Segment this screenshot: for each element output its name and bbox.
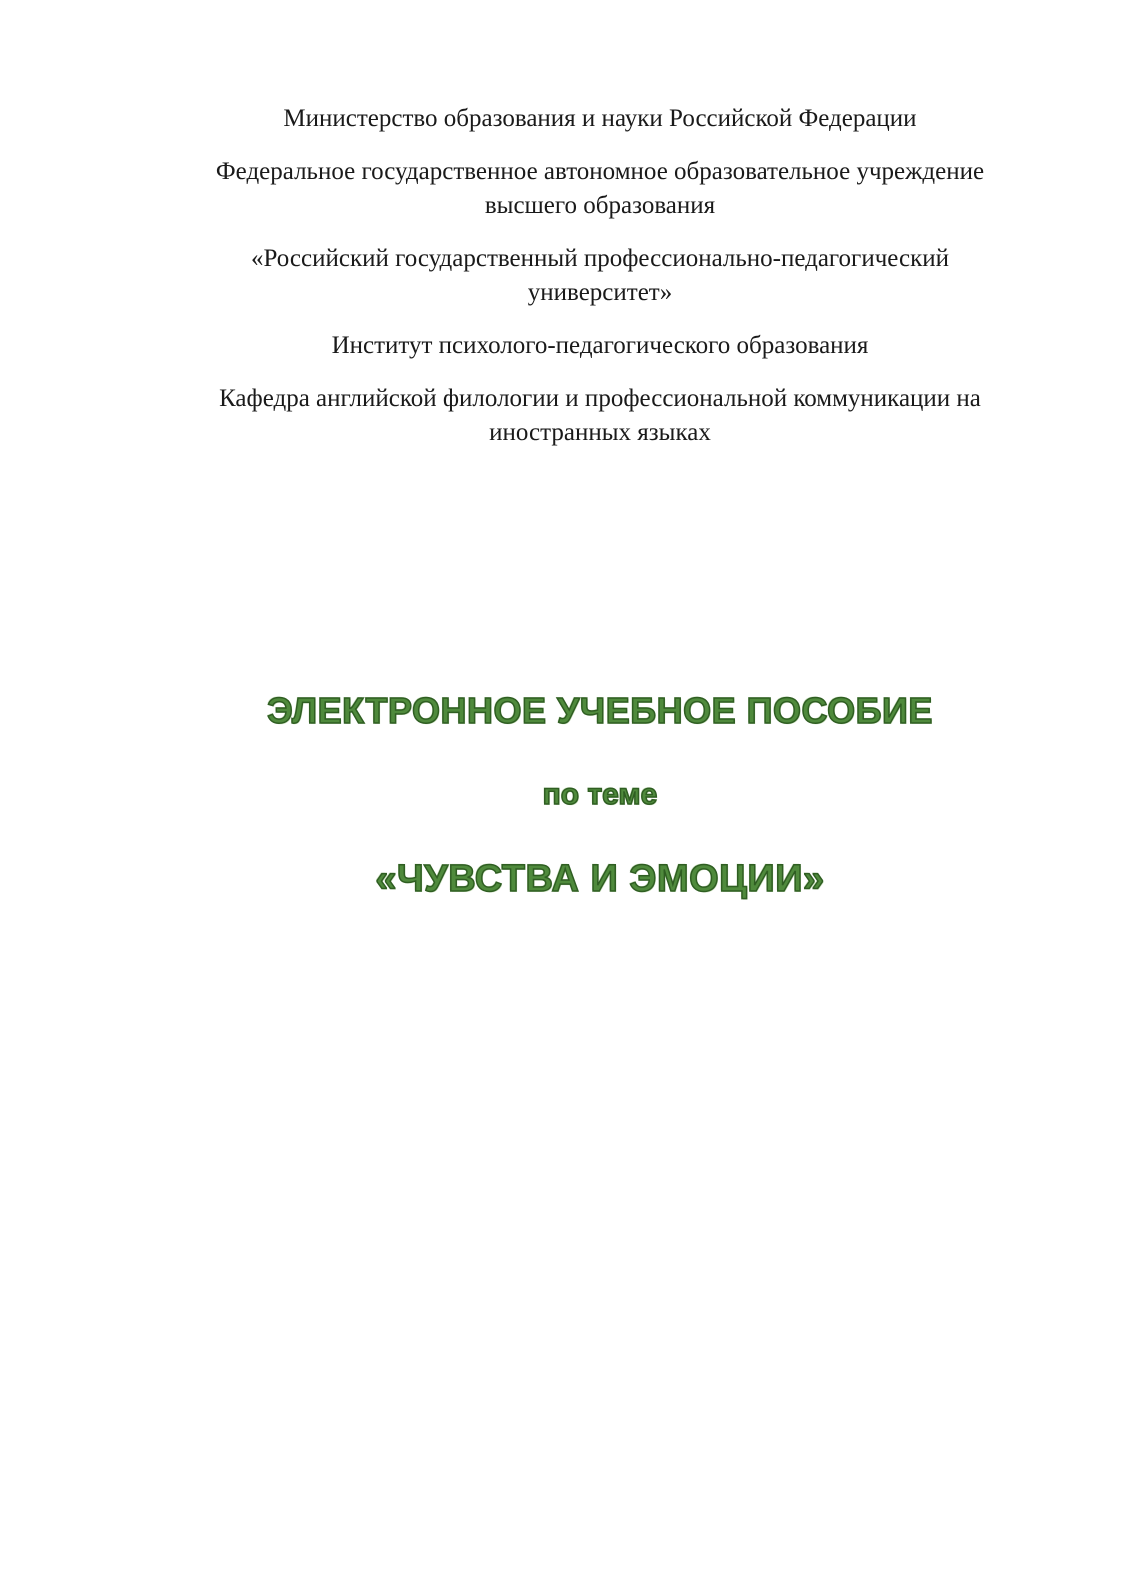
institution-type-line1: Федеральное государственное автономное образовательное учреждение — [215, 158, 985, 185]
department-line2: иностранных языках — [489, 419, 711, 446]
university-name — [180, 242, 1020, 310]
institution-type — [180, 155, 1020, 223]
ministry-text: Министерство образования и науки Российской Федерации — [283, 105, 917, 132]
institute-line — [180, 329, 1020, 363]
department-line1: Кафедра английской филологии и профессиональной коммуникации на — [219, 385, 981, 412]
institute-text: Институт психолого-педагогического образования — [331, 332, 869, 359]
header-block — [180, 102, 1020, 469]
university-line2: университет» — [527, 279, 673, 306]
document-title: ЭЛЕКТРОННОЕ УЧЕБНОЕ ПОСОБИЕ — [267, 690, 933, 731]
document-subtitle: по теме — [542, 778, 658, 811]
university-line1: «Российский государственный профессионально-педагогический — [251, 245, 949, 272]
department-name — [180, 382, 1020, 450]
institution-type-line2: высшего образования — [484, 192, 716, 219]
ministry-line — [180, 102, 1020, 136]
document-topic: «ЧУВСТВА И ЭМОЦИИ» — [375, 858, 825, 900]
